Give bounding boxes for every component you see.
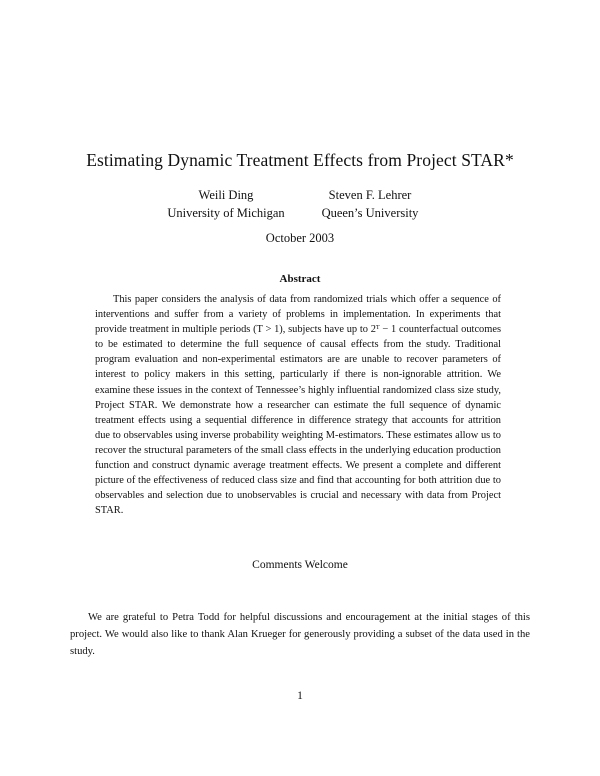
author-name: Steven F. Lehrer	[328, 188, 412, 202]
author-name: Weili Ding	[198, 188, 254, 202]
comments-note: Comments Welcome	[252, 559, 348, 571]
acknowledgment-footnote: We are grateful to Petra Todd for helpful discussions and encouragement at the initial stages of this project. We would also like to thank Alan Krueger for generously providing a subset of the data used in the study.	[70, 612, 530, 657]
paper-title: Estimating Dynamic Treatment Effects from Project STAR*	[86, 150, 514, 170]
abstract-heading: Abstract	[279, 273, 321, 285]
abstract-body: This paper considers the analysis of data from randomized trials which offer a sequence of interventions and suffer from a variety of problems in implementation. In experiments that provide treatment in multiple periods (T > 1), subjects have up to 2ᵀ − 1 counterfactual outcomes to be estimated to determine the full sequence of causal effects from the study. Traditional program evaluation and non-experimental estimators are are unable to recover parameters of interest to policy makers in this setting, particularly if there is non-ignorable attrition. We examine these issues in the context of Tennessee’s highly influential randomized class size study, Project STAR. We demonstrate how a researcher can estimate the full sequence of dynamic treatment effects using a sequential difference in difference strategy that accounts for attrition due to observables using inverse probability weighting M-estimators. These estimates allow us to recover the structural parameters of the small class effects in the underlying education production function and construct dynamic average treatment effects. We present a complete and different picture of the effectiveness of reduced class size and find that accounting for both attrition due to observables and selection due to unobservables is crucial and necessary with data from Project STAR.	[95, 294, 501, 517]
publication-date: October 2003	[265, 231, 335, 245]
page-number: 1	[297, 690, 303, 702]
author-affiliation: University of Michigan	[167, 206, 285, 220]
author-block-2	[285, 186, 455, 222]
author-affiliation: Queen’s University	[321, 206, 419, 220]
